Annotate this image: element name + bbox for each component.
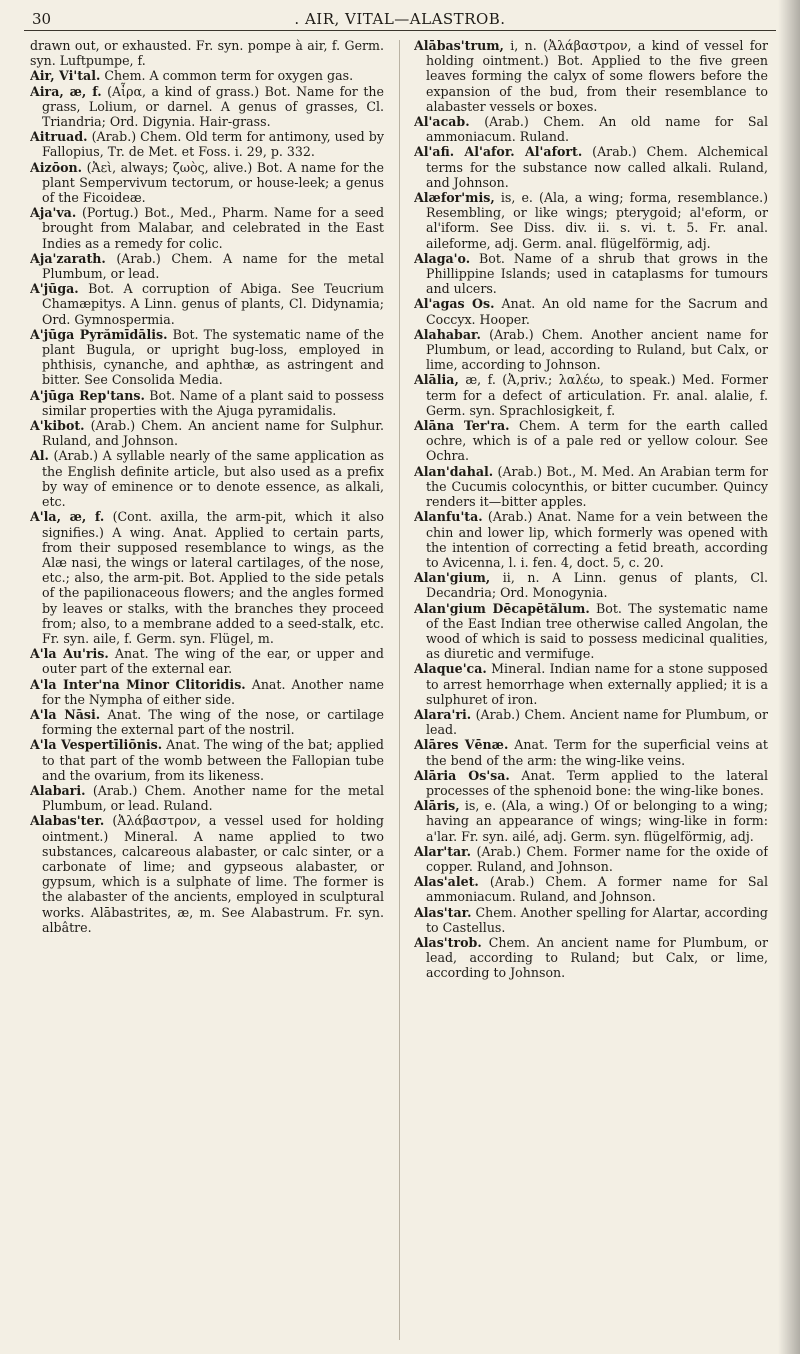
dictionary-entry [30, 251, 384, 281]
entry-headword: Alanfu'ta. [414, 509, 483, 525]
entry-headword: Alan'dahal. [414, 463, 494, 479]
entry-definition: Bot. The systematic name of the plant Bugula, or upright bug-loss, employed in phthisis, cynanche, and aphthæ, as astringent and bitter. See Consolida Media. [42, 326, 384, 388]
entry-headword: Al'acab. [414, 114, 470, 130]
dictionary-entry [414, 327, 768, 373]
entry-definition: (Arab.) Chem. An ancient name for Sulphur. Ruland, and Johnson. [42, 418, 384, 449]
entry-headword: Alæfor'mis, [414, 190, 495, 206]
entry-headword: Aja'zarath. [30, 250, 106, 266]
entry-headword: Alar'tar. [414, 843, 472, 859]
header-rule [24, 30, 776, 31]
entry-definition: Mineral. Indian name for a stone supposed to arrest hemorrhage when externally applied; it is a sulphuret of iron. [426, 661, 768, 707]
entry-definition: Bot. Name of a plant said to possess similar properties with the Ajuga pyramidalis. [42, 387, 384, 418]
entry-definition: (Arab.) Chem. Alchemical terms for the substance now called alkali. Ruland, and Johnson. [426, 144, 768, 190]
dictionary-entry [414, 296, 768, 326]
dictionary-entry [414, 570, 768, 600]
dictionary-entry [414, 144, 768, 190]
entry-definition: Bot. Name of a shrub that grows in the Phillippine Islands; used in cataplasms for tumours and ulcers. [426, 250, 768, 297]
page-edge-shadow [778, 0, 800, 1354]
entry-headword: Aizōon. [30, 159, 83, 175]
dictionary-entry [414, 935, 768, 981]
dictionary-entry [30, 418, 384, 448]
dictionary-entry [414, 601, 768, 662]
dictionary-entry [30, 783, 384, 813]
dictionary-entry [414, 874, 768, 904]
entry-headword: Alāria Os'sa. [414, 767, 510, 783]
dictionary-entry [30, 281, 384, 327]
entry-headword: A'la Vespertīliōnis. [30, 737, 163, 753]
dictionary-entry [414, 707, 768, 737]
entry-definition: (Ἀλάβαστρον, a vessel used for holding ointment.) Mineral. A name applied to two substances, calcareous alabaster, or calc sinter, or a carbonate of lime; and gypseous alabaster, or gypsum, which is a sulphate of lime. The former is the alabaster of the ancients, employed in sculptural works. Alābastrites, æ, m. See Alabastrum. Fr. syn. albâtre. [42, 813, 384, 935]
right-column [414, 38, 768, 1348]
running-head [24, 6, 776, 30]
entry-definition: Chem. Another spelling for Alartar, according to Castellus. [426, 904, 768, 935]
running-title: . AIR, VITAL—ALASTROB. [294, 10, 506, 28]
entry-headword: A'kibot. [30, 418, 85, 434]
dictionary-entry [414, 251, 768, 297]
entry-definition: Anat. Term applied to the lateral processes of the sphenoid bone: the wing-like bones. [426, 767, 768, 798]
entry-headword: Alas'tar. [414, 904, 472, 920]
entry-headword: Alahabar. [414, 326, 481, 342]
entry-headword: A'jūga Rep'tans. [30, 387, 145, 403]
dictionary-entry [30, 327, 384, 388]
entry-definition: (Arab.) Chem. A former name for Sal ammoniacum. Ruland, and Johnson. [426, 874, 768, 905]
dictionary-entry [414, 661, 768, 707]
entry-definition: Anat. An old name for the Sacrum and Coccyx. Hooper. [426, 296, 768, 327]
entry-definition: (Arab.) Chem. Another name for the metal Plumbum, or lead. Ruland. [42, 782, 384, 814]
dictionary-entry [30, 509, 384, 646]
entry-definition: (Arab.) Chem. Ancient name for Plumbum, or lead. [426, 706, 768, 738]
dictionary-entry [414, 509, 768, 570]
entry-definition: (Arab.) Chem. Former name for the oxide of copper. Ruland, and Johnson. [426, 843, 768, 874]
entry-headword: Alābas'trum, [414, 38, 504, 53]
entry-definition: Anat. The wing of the nose, or cartilage forming the external part of the nostril. [42, 706, 384, 738]
dictionary-entry [30, 646, 384, 676]
entry-headword: Alaque'ca. [414, 661, 487, 677]
entry-definition: Anat. Term for the superficial veins at the bend of the arm: the wing-like veins. [426, 737, 768, 768]
entry-definition: (Arab.) A syllable nearly of the same application as the English definite article, but also used as a prefix by way of eminence or to denote essence, as alkali, etc. [42, 448, 384, 510]
entry-headword: Alāna Ter'ra. [414, 418, 510, 434]
entry-headword: Alabas'ter. [30, 813, 105, 829]
entry-definition: i, n. (Ἀλάβαστρον, a kind of vessel for holding ointment.) Bot. Applied to the five green leaves forming the calyx of some flowers before the expansion of the bud, from their resemblance to alabaster vessels or boxes. [426, 38, 768, 114]
entry-definition: Chem. A term for the earth called ochre, which is of a pale red or yellow colour. See Ochra. [426, 418, 768, 464]
entry-headword: Alabari. [30, 782, 86, 798]
dictionary-entry [414, 372, 768, 418]
dictionary-entry [30, 129, 384, 159]
dictionary-entry [30, 38, 384, 68]
dictionary-entry [414, 844, 768, 874]
dictionary-entry [414, 190, 768, 251]
entry-definition: (Arab.) Chem. An old name for Sal ammoniacum. Ruland. [426, 114, 768, 145]
entry-headword: Alas'alet. [414, 874, 479, 890]
entry-headword: Alāres Vēnæ. [414, 737, 509, 753]
entry-definition: æ, f. (Ἀ,priv.; λαλέω, to speak.) Med. Former term for a defect of articulation. Fr. anal. alalie, f. Germ. syn. Sprachlosigkeit, f. [426, 372, 768, 418]
entry-definition: is, e. (Ala, a wing; forma, resemblance.) Resembling, or like wings; pterygoid; al'eform, or al'iform. See Diss. div. ii. s. vi. t. 5. Fr. anal. aileforme, adj. Germ. anal. flügelförmig, adj. [426, 190, 768, 251]
dictionary-entry [30, 813, 384, 935]
entry-headword: Al'agas Os. [414, 296, 495, 312]
dictionary-entry [30, 677, 384, 707]
entry-definition: Bot. A corruption of Abiga. See Teucrium Chamæpitys. A Linn. genus of plants, Cl. Didynamia; Ord. Gymnospermia. [42, 281, 384, 327]
entry-definition: (Arab.) Chem. Another ancient name for Plumbum, or lead, according to Ruland, but Calx, or lime, according to Johnson. [426, 326, 768, 373]
dictionary-entry [414, 114, 768, 144]
column-divider [399, 40, 400, 1340]
dictionary-entry [30, 160, 384, 206]
entry-headword: Alan'gium Dēcapētălum. [414, 600, 590, 616]
entry-definition: Chem. A common term for oxygen gas. [104, 68, 354, 84]
entry-definition: drawn out, or exhausted. Fr. syn. pompe à air, f. Germ. syn. Luftpumpe, f. [30, 38, 384, 69]
entry-definition: Anat. Another name for the Nympha of either side. [42, 676, 384, 707]
entry-headword: A'la Nāsi. [30, 706, 101, 722]
entry-definition: Anat. The wing of the ear, or upper and outer part of the external ear. [42, 646, 384, 677]
dictionary-entry [414, 737, 768, 767]
entry-headword: A'la, æ, f. [30, 509, 105, 525]
entry-headword: Al. [30, 448, 49, 464]
entry-headword: Aira, æ, f. [30, 83, 102, 99]
entry-definition: (Ἀεὶ, always; ζωὸς, alive.) Bot. A name for the plant Sempervivum tectorum, or house-leek; a genus of the Ficoideæ. [42, 159, 384, 206]
entry-headword: Air, Vi'tal. [30, 68, 101, 84]
page-number: 30 [32, 10, 52, 28]
entry-definition: (Portug.) Bot., Med., Pharm. Name for a seed brought from Malabar, and celebrated in the East Indies as a remedy for colic. [42, 205, 384, 251]
dictionary-entry [30, 737, 384, 783]
entry-definition: Chem. An ancient name for Plumbum, or lead, according to Ruland; but Calx, or lime, according to Johnson. [426, 934, 768, 981]
entry-headword: A'jūga. [30, 281, 79, 297]
dictionary-entry [414, 905, 768, 935]
dictionary-entry [30, 448, 384, 509]
entry-headword: Alālia, [414, 372, 459, 388]
dictionary-entry [30, 68, 384, 83]
entry-headword: Alāris, [414, 798, 460, 814]
entry-definition: (Aἶρα, a kind of grass.) Bot. Name for the grass, Lolium, or darnel. A genus of grasses, Cl. Triandria; Ord. Digynia. Hair-grass. [42, 83, 384, 130]
entry-definition: (Cont. axilla, the arm-pit, which it also signifies.) A wing. Anat. Applied to certain parts, from their supposed resemblance to wings, as the Alæ nasi, the wings or lateral cartilages, of the nose, etc.; also, the arm-pit. Bot. Applied to the side petals of the papilionaceous flowers; and the angles formed by leaves or stalks, with the branches they proceed from; also, to a membrane added to a seed-stalk, etc. Fr. syn. aile, f. Germ. syn. Flügel, m. [42, 509, 384, 646]
dictionary-entry [30, 205, 384, 251]
entry-definition: Anat. The wing of the bat; applied to that part of the womb between the Fallopian tube and the ovarium, from its likeness. [42, 737, 384, 783]
dictionary-entry [414, 418, 768, 464]
entry-headword: Aitruad. [30, 129, 88, 145]
entry-definition: Bot. The systematic name of the East Indian tree otherwise called Angolan, the wood of which is said to possess medicinal qualities, as diuretic and vermifuge. [426, 600, 768, 662]
entry-definition: (Arab.) Bot., M. Med. An Arabian term for the Cucumis colocynthis, or bitter cucumber. Quincy renders it—bitter apples. [426, 463, 768, 510]
entry-headword: A'la Inter'na Minor Clitoridis. [30, 676, 246, 692]
entry-headword: Alara'ri. [414, 706, 472, 722]
entry-definition: (Arab.) Chem. A name for the metal Plumbum, or lead. [42, 250, 384, 282]
entry-headword: Alas'trob. [414, 934, 482, 950]
entry-headword: Al'afi. Al'afor. Al'afort. [414, 144, 583, 160]
entry-headword: Alaga'o. [414, 250, 471, 266]
dictionary-entry [30, 388, 384, 418]
dictionary-entry [414, 798, 768, 844]
entry-definition: ii, n. A Linn. genus of plants, Cl. Decandria; Ord. Monogynia. [426, 570, 768, 601]
left-column [30, 38, 384, 1348]
dictionary-entry [414, 38, 768, 114]
entry-headword: A'la Au'ris. [30, 646, 109, 662]
dictionary-entry [414, 464, 768, 510]
entry-headword: A'jūga Pyrămīdālis. [30, 326, 168, 342]
dictionary-entry [30, 84, 384, 130]
entry-definition: (Arab.) Anat. Name for a vein between the chin and lower lip, which formerly was opened with the intention of correcting a fetid breath, according to Avicenna, l. i. fen. 4, doct. 5, c. 20. [426, 509, 768, 570]
dictionary-entry [414, 768, 768, 798]
entry-definition: is, e. (Ala, a wing.) Of or belonging to a wing; having an appearance of wings; wing-like in form: a'lar. Fr. syn. ailé, adj. Germ. syn. flügelförmig, adj. [426, 798, 768, 844]
entry-headword: Alan'gium, [414, 570, 491, 586]
entry-headword: Aja'va. [30, 205, 77, 221]
entry-definition: (Arab.) Chem. Old term for antimony, used by Fallopius, Tr. de Met. et Foss. i. 29, p. 332. [42, 129, 384, 160]
dictionary-entry [30, 707, 384, 737]
